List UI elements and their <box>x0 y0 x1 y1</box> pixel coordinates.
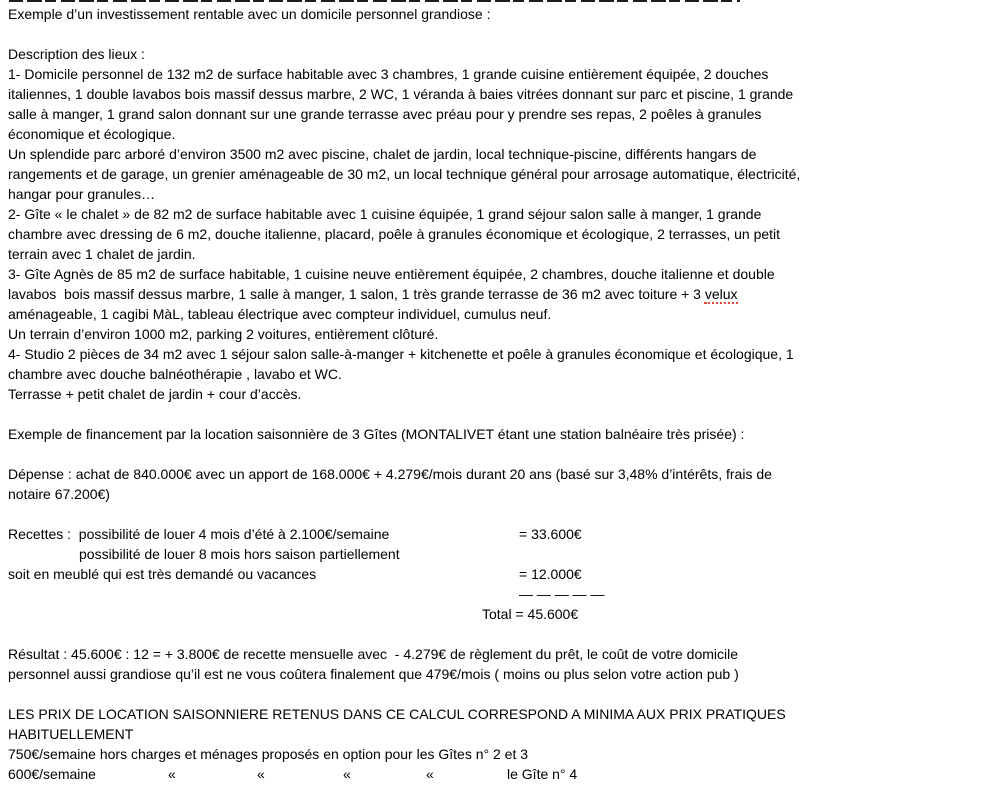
sum-separator-line <box>8 584 979 604</box>
text-line: Un splendide parc arboré d’environ 3500 m2 avec piscine, chalet de jardin, local technique-piscine, différents hangars de <box>8 146 757 162</box>
total-value: Total = 45.600€ <box>482 606 579 622</box>
recettes-row1-value: = 33.600€ <box>519 526 582 542</box>
blank-line <box>8 504 979 524</box>
text-line: chambre avec douche balnéothérapie , lavabo et WC. <box>8 366 342 382</box>
text-line: salle à manger, 1 grand salon donnant sur une grande terrasse avec préau pour y prendre ses repas, 2 poêles à granules <box>8 106 762 122</box>
intro-line: Exemple d’un investissement rentable avec un domicile personnel grandiose : <box>8 6 491 22</box>
text-line: 750€/semaine hors charges et ménages proposés en option pour les Gîtes n° 2 et 3 <box>8 746 529 762</box>
misspelled-word-velux[interactable]: velux <box>704 286 738 302</box>
text-line: économique et écologique. <box>8 126 176 142</box>
ditto-mark: « <box>343 766 351 782</box>
blank-line <box>8 444 979 464</box>
cropped-text-line-top <box>9 0 740 2</box>
financement-intro: Exemple de financement par la location saisonnière de 3 Gîtes (MONTALIVET étant une station balnéaire très prisée) : <box>8 426 745 442</box>
ditto-mark: « <box>257 766 265 782</box>
ditto-mark: « <box>426 766 434 782</box>
text-line: Dépense : achat de 840.000€ avec un apport de 168.000€ + 4.279€/mois durant 20 ans (basé sur 3,48% d’intérêts, frais de <box>8 466 772 482</box>
text-line: terrain avec 1 chalet de jardin. <box>8 246 196 262</box>
recettes-row1-label: Recettes : possibilité de louer 4 mois d’été à 2.100€/semaine <box>8 526 390 542</box>
recettes-row3-label: soit en meublé qui est très demandé ou vacances <box>8 566 317 582</box>
blank-line <box>8 624 979 644</box>
text-line: aménageable, 1 cagibi MàL, tableau électrique avec compteur individuel, cumulus neuf. <box>8 306 552 322</box>
blank-line <box>8 684 979 704</box>
recettes-row-1 <box>8 524 979 544</box>
text-line: hangar pour granules… <box>8 186 156 202</box>
text-line: Un terrain d’environ 1000 m2, parking 2 voitures, entièrement clôturé. <box>8 326 439 342</box>
recettes-row3-value: = 12.000€ <box>519 566 582 582</box>
prix-heading-line-2: HABITUELLEMENT <box>8 726 134 742</box>
prix-heading-line-1: LES PRIX DE LOCATION SAISONNIERE RETENUS DANS CE CALCUL CORRESPOND A MINIMA AUX PRIX PRATIQUES <box>8 706 786 722</box>
text-line: 1- Domicile personnel de 132 m2 de surface habitable avec 3 chambres, 1 grande cuisine entièrement équipée, 2 douches <box>8 66 769 82</box>
text-line: chambre avec dressing de 6 m2, douche italienne, placard, poêle à granules économique et écologique, 2 terrasses, un petit <box>8 226 781 242</box>
sum-separator: — — — — — <box>519 586 605 602</box>
text-line: 3- Gîte Agnès de 85 m2 de surface habitable, 1 cuisine neuve entièrement équipée, 2 chambres, douche italienne et double <box>8 266 775 282</box>
text-line: Résultat : 45.600€ : 12 = + 3.800€ de recette mensuelle avec - 4.279€ de règlement du prêt, le coût de votre domicile <box>8 646 739 662</box>
text-line-with-spellcheck <box>8 284 979 304</box>
blank-line <box>8 404 979 424</box>
ditto-mark: « <box>168 766 176 782</box>
blank-line <box>8 24 979 44</box>
total-line <box>8 604 979 624</box>
text-line: 4- Studio 2 pièces de 34 m2 avec 1 séjour salon salle-à-manger + kitchenette et poêle à granules économique et écologique, 1 <box>8 346 794 362</box>
text-segment: lavabos bois massif dessus marbre, 1 salle à manger, 1 salon, 1 très grande terrasse de 36 m2 avec toiture + 3 <box>8 286 705 302</box>
gite4-price-line <box>8 764 979 784</box>
text-line: italiennes, 1 double lavabos bois massif dessus marbre, 2 WC, 1 véranda à baies vitrées donnant sur parc et piscine, 1 grande <box>8 86 794 102</box>
recettes-row-2: possibilité de louer 8 mois hors saison partiellement <box>79 546 400 562</box>
text-line: personnel aussi grandiose qu’il est ne vous coûtera finalement que 479€/mois ( moins ou plus selon votre action pub ) <box>8 666 739 682</box>
recettes-row-3 <box>8 564 979 584</box>
text-line: rangements et de garage, un grenier aménageable de 30 m2, un local technique général pour arrosage automatique, électricité, <box>8 166 801 182</box>
description-heading: Description des lieux : <box>8 46 145 62</box>
text-line: 2- Gîte « le chalet » de 82 m2 de surface habitable avec 1 cuisine équipée, 1 grand séjour salon salle à manger, 1 grande <box>8 206 762 222</box>
gite4-label: le Gîte n° 4 <box>507 766 578 782</box>
text-line: notaire 67.200€) <box>8 486 110 502</box>
text-line: Terrasse + petit chalet de jardin + cour d’accès. <box>8 386 302 402</box>
gite4-price: 600€/semaine <box>8 766 96 782</box>
